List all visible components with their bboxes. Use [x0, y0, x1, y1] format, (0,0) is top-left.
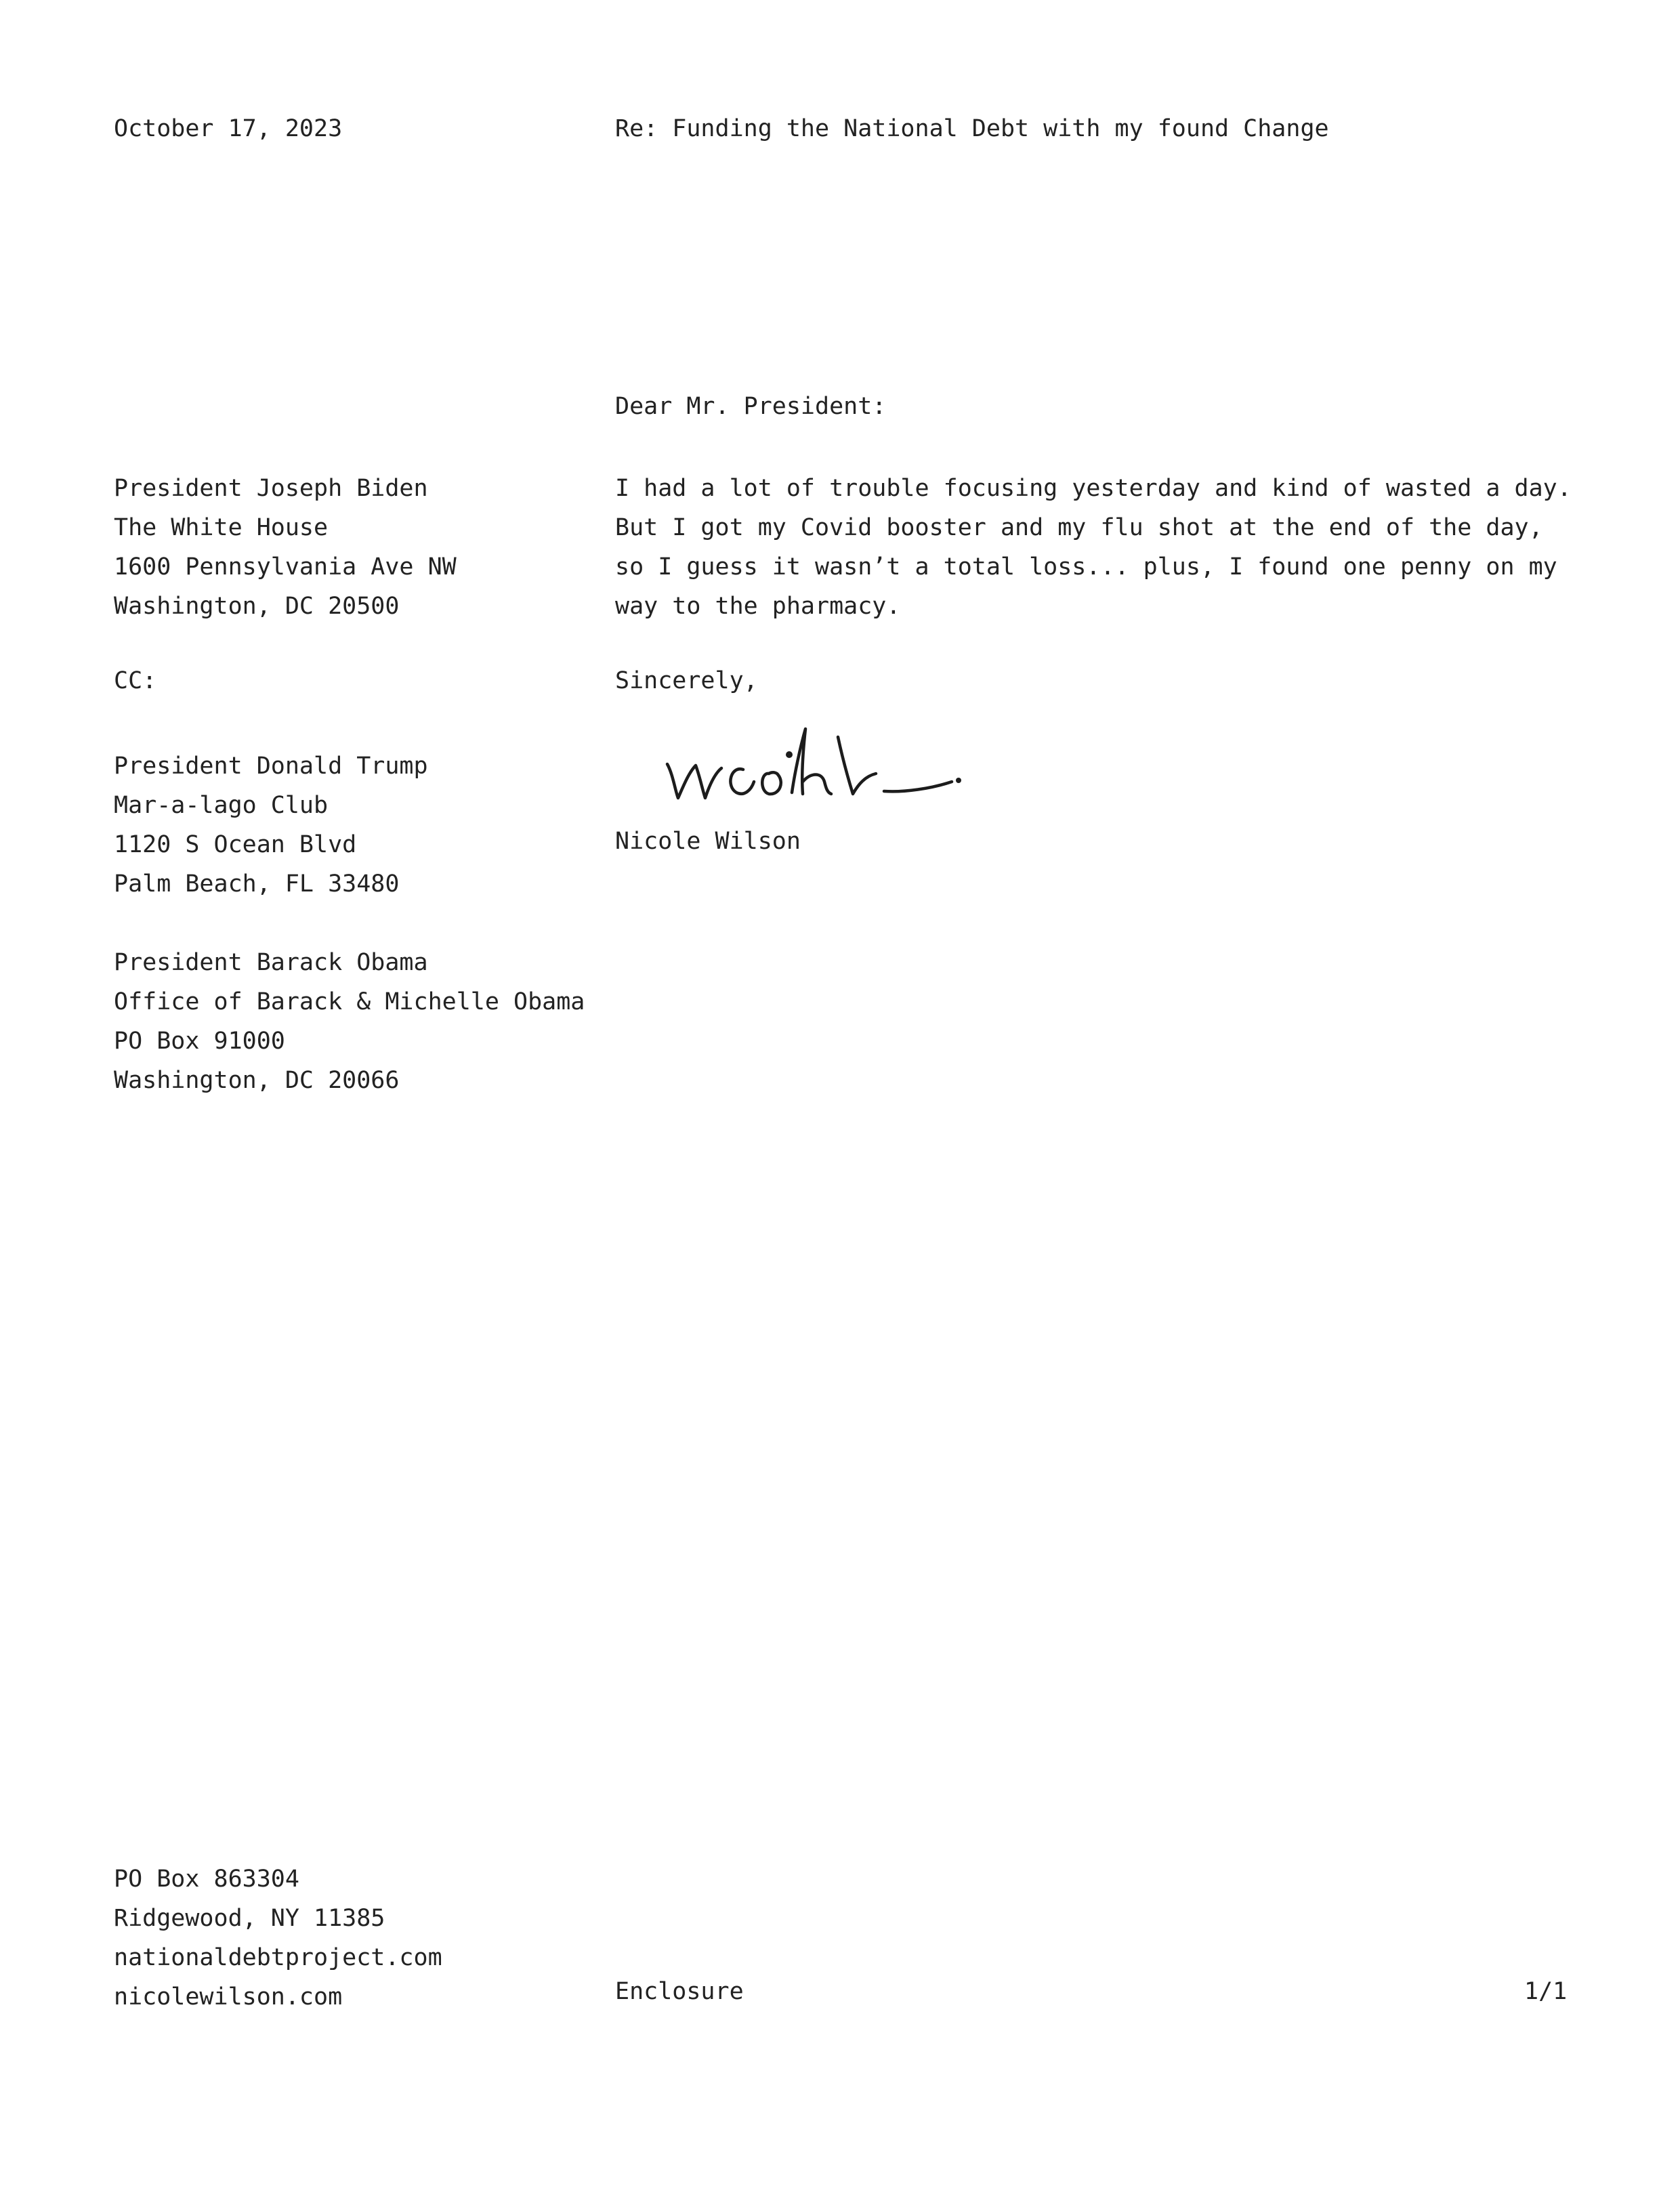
enclosure-note: Enclosure: [615, 1978, 744, 2005]
cc-recipient-address: [114, 746, 428, 904]
sender-address: [114, 1859, 442, 2017]
letter-body: [615, 469, 1591, 626]
cc-recipient-address: [114, 943, 585, 1100]
cc-label: CC:: [114, 667, 157, 694]
address-line: nationaldebtproject.com: [114, 1944, 442, 1971]
address-line: Office of Barack & Michelle Obama: [114, 988, 585, 1015]
salutation: Dear Mr. President:: [615, 393, 887, 420]
subject-line: Re: Funding the National Debt with my found Change: [615, 115, 1329, 142]
closing: Sincerely,: [615, 667, 758, 694]
letter-date: October 17, 2023: [114, 115, 343, 142]
address-line: 1120 S Ocean Blvd: [114, 831, 357, 858]
recipient-address: [114, 469, 457, 626]
address-line: Mar-a-lago Club: [114, 792, 329, 819]
address-line: PO Box 863304: [114, 1866, 299, 1893]
address-line: The White House: [114, 514, 329, 541]
body-line: I had a lot of trouble focusing yesterday and kind of wasted a day.: [615, 475, 1572, 502]
page-number: 1/1: [1524, 1978, 1568, 2005]
address-line: Palm Beach, FL 33480: [114, 870, 400, 898]
address-line: PO Box 91000: [114, 1028, 285, 1055]
address-line: Washington, DC 20066: [114, 1067, 400, 1094]
signer-name: Nicole Wilson: [615, 828, 801, 855]
address-line: President Joseph Biden: [114, 475, 428, 502]
handwritten-signature: [660, 711, 979, 813]
address-line: nicolewilson.com: [114, 1983, 343, 2011]
address-line: Washington, DC 20500: [114, 593, 400, 620]
body-line: so I guess it wasn’t a total loss... plus, I found one penny on my: [615, 553, 1557, 581]
address-line: President Donald Trump: [114, 753, 428, 780]
body-line: But I got my Covid booster and my flu shot at the end of the day,: [615, 514, 1543, 541]
address-line: Ridgewood, NY 11385: [114, 1905, 385, 1932]
address-line: President Barack Obama: [114, 949, 428, 976]
address-line: 1600 Pennsylvania Ave NW: [114, 553, 457, 581]
body-line: way to the pharmacy.: [615, 593, 901, 620]
